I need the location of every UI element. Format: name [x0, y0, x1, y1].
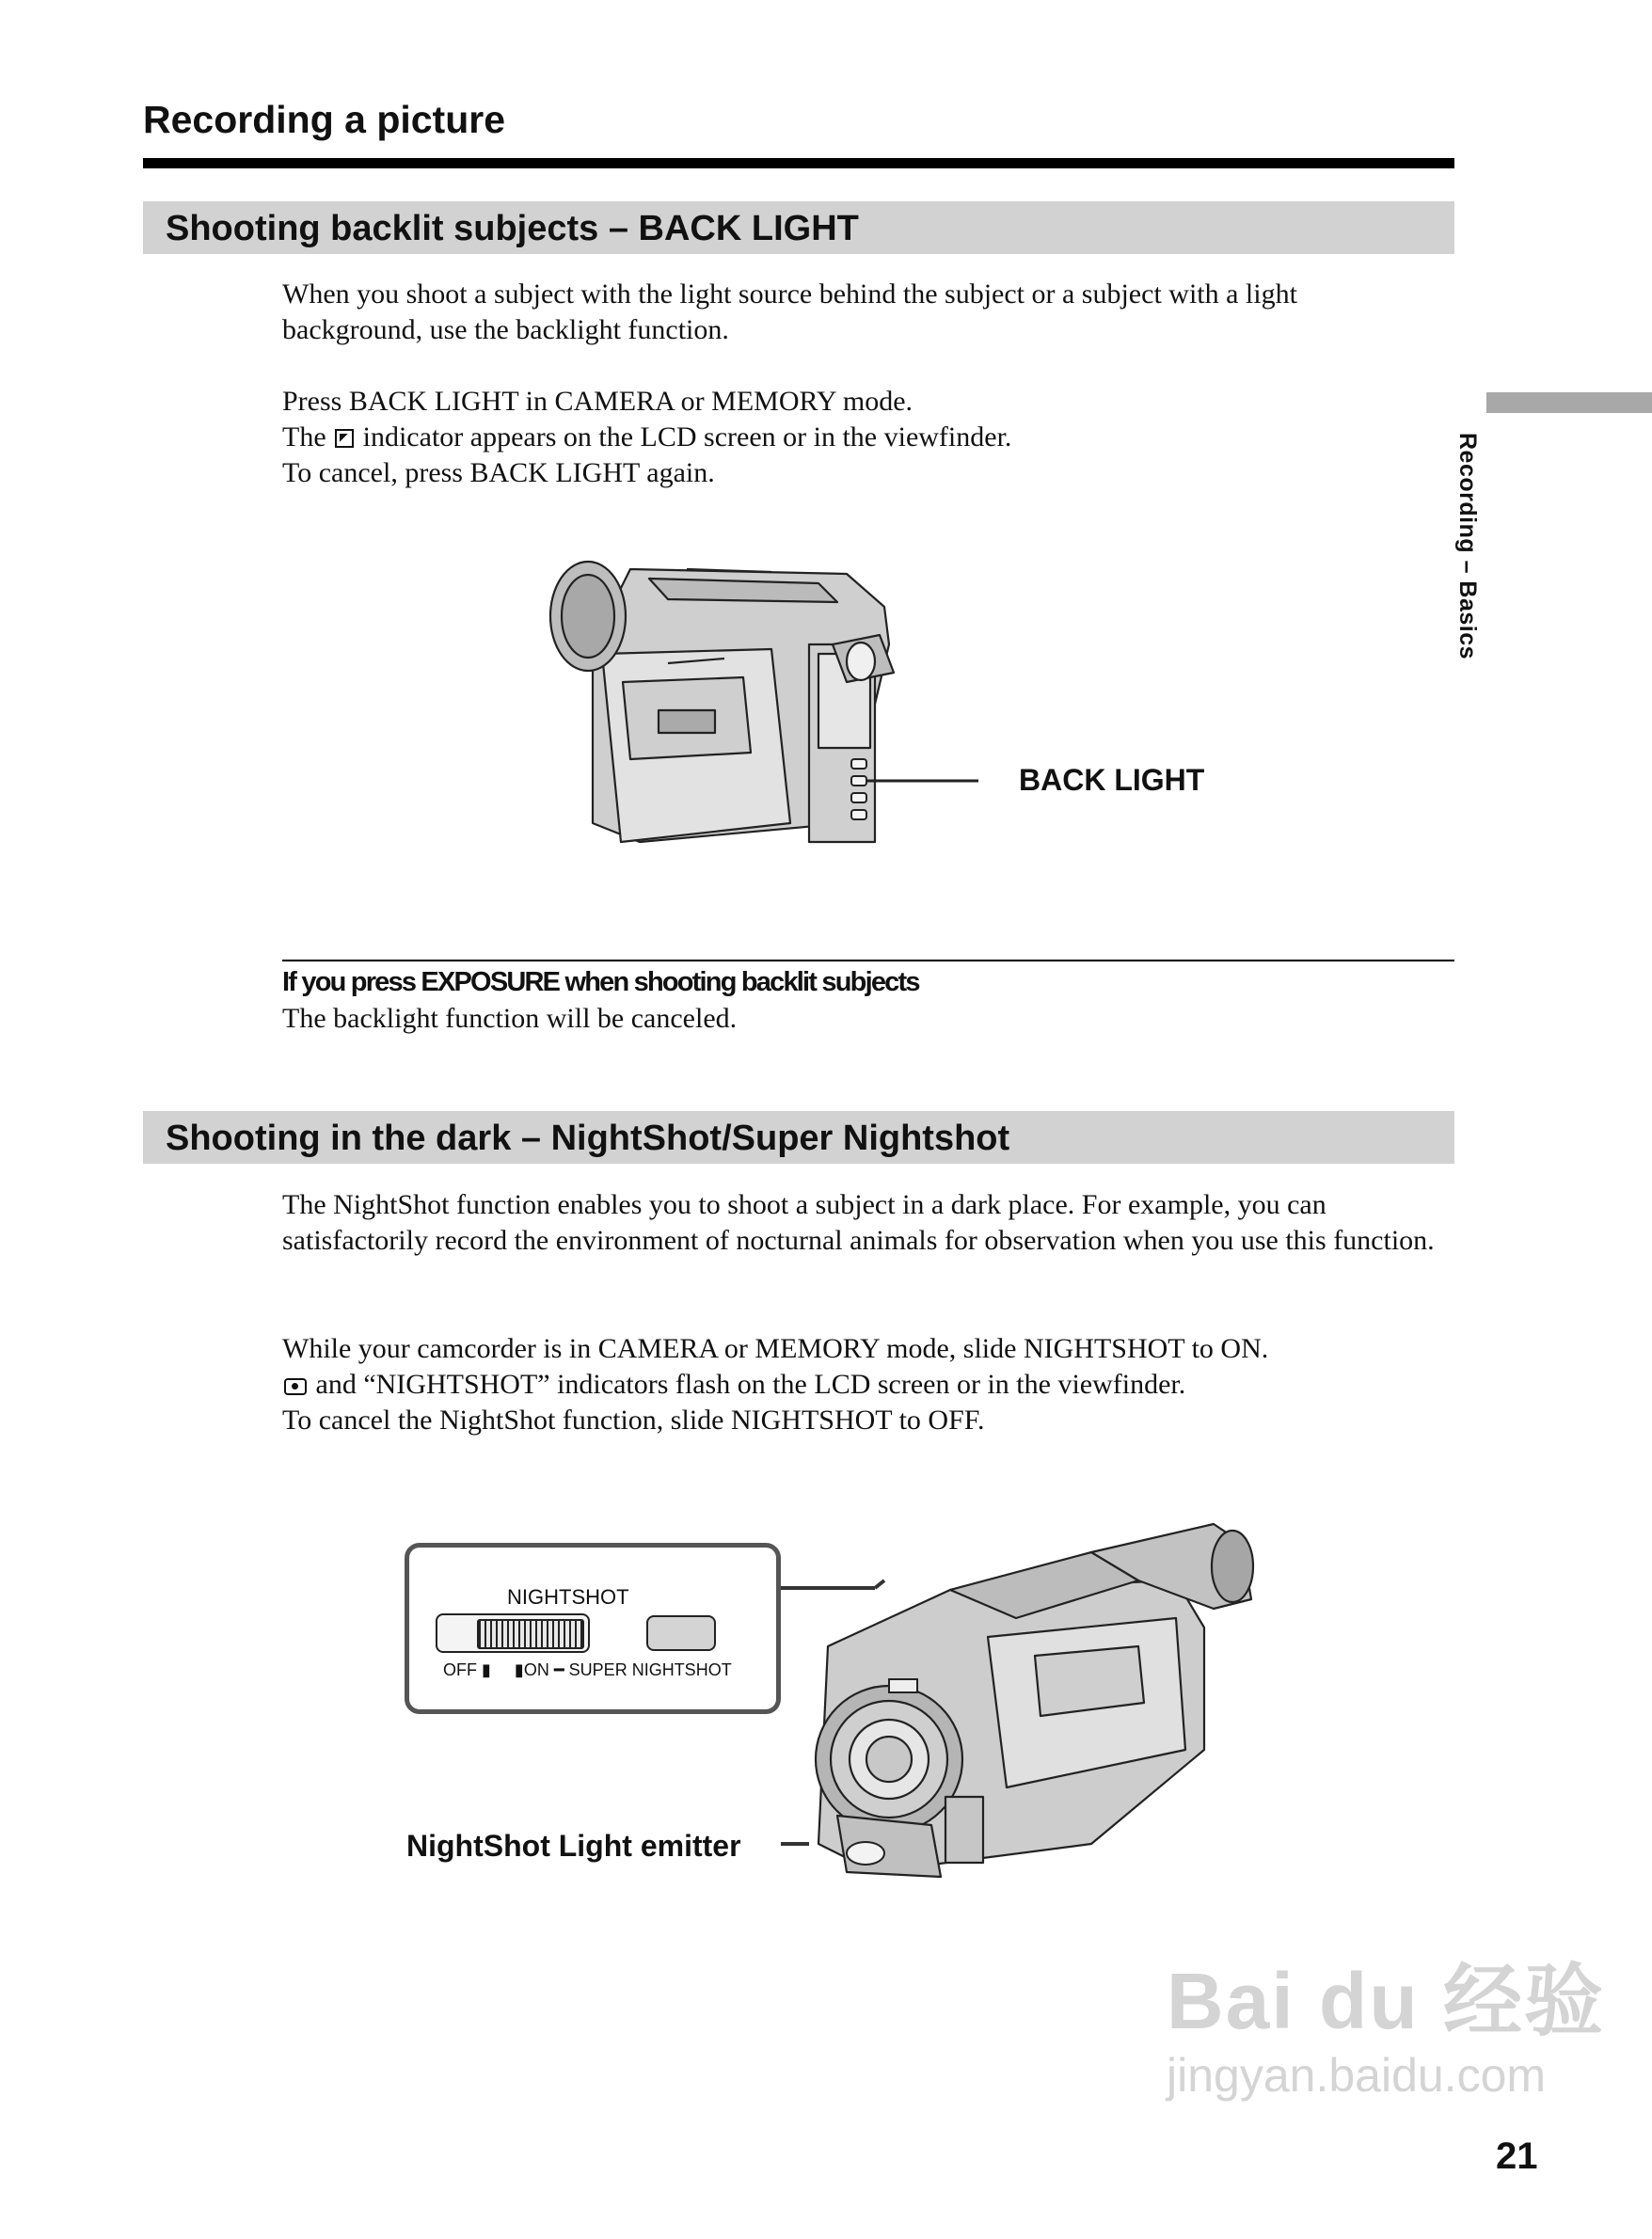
watermark — [1167, 1938, 1605, 2103]
instruction-suffix: and “NIGHTSHOT” indicators flash on the LCD screen or in the viewfinder. — [315, 1369, 1186, 1400]
backlight-indicator-icon — [335, 429, 354, 448]
backlight-intro-paragraph — [282, 277, 1458, 348]
instruction-line — [282, 420, 1458, 455]
watermark-url: jingyan.baidu.com — [1167, 2049, 1547, 2102]
nightshot-intro-paragraph — [282, 1187, 1458, 1259]
backlight-instructions — [282, 384, 1458, 491]
section-heading-backlight — [143, 201, 1454, 254]
nightshot-intro-text: The NightShot function enables you to shoot a subject in a dark place. For example, you can satisfactorily record the environment of nocturnal animals for observation when you use this function. — [282, 1189, 1435, 1256]
section-heading-text: Shooting backlit subjects – BACK LIGHT — [166, 209, 859, 248]
section-heading-text: Shooting in the dark – NightShot/Super Nightshot — [166, 1119, 1010, 1158]
note-heading: If you press EXPOSURE when shooting backlit subjects — [282, 967, 919, 997]
instruction-prefix: The — [282, 421, 326, 453]
nightshot-indicator-icon — [284, 1378, 307, 1395]
switch-on-label: ON — [523, 1660, 549, 1679]
slider-knob — [477, 1619, 584, 1649]
switch-positions: OFF ▮ ▮ON ━ SUPER NIGHTSHOT — [443, 1660, 732, 1679]
page-title: Recording a picture — [143, 98, 506, 141]
switch-super-label: SUPER NIGHTSHOT — [568, 1660, 732, 1679]
instruction-line: Press BACK LIGHT in CAMERA or MEMORY mode. — [282, 386, 913, 417]
switch-title: NIGHTSHOT — [507, 1585, 629, 1609]
page-number: 21 — [1496, 2136, 1538, 2177]
switch-off-label: OFF — [443, 1660, 477, 1679]
nightshot-emitter-callout: NightShot Light emitter — [406, 1829, 741, 1863]
nightshot-slider — [436, 1613, 590, 1653]
watermark-brand: Bai du — [1167, 1957, 1420, 2045]
title-rule — [143, 158, 1454, 168]
camcorder-back-view-illustration — [536, 541, 988, 889]
instruction-line: To cancel, press BACK LIGHT again. — [282, 457, 715, 488]
backlight-intro-text: When you shoot a subject with the light source behind the subject or a subject with a light background, use the backlight function. — [282, 278, 1297, 345]
instruction-suffix: indicator appears on the LCD screen or in the viewfinder. — [362, 421, 1012, 453]
camcorder-front-view-illustration — [781, 1515, 1270, 1891]
side-tab-bar — [1486, 392, 1652, 413]
side-tab-label: Recording – Basics — [1454, 433, 1481, 660]
section-heading-nightshot — [143, 1111, 1454, 1164]
back-light-callout: BACK LIGHT — [1019, 763, 1205, 797]
instruction-line: To cancel the NightShot function, slide NIGHTSHOT to OFF. — [282, 1405, 985, 1436]
instruction-line: While your camcorder is in CAMERA or MEMORY mode, slide NIGHTSHOT to ON. — [282, 1333, 1269, 1364]
nightshot-instructions — [282, 1331, 1458, 1438]
note-rule — [282, 960, 1454, 961]
nightshot-switch-inset — [405, 1543, 781, 1714]
instruction-line — [282, 1367, 1458, 1403]
note-body: The backlight function will be canceled. — [282, 1003, 738, 1034]
watermark-cn: 经验 — [1443, 1957, 1606, 2045]
super-nightshot-button — [646, 1615, 716, 1651]
